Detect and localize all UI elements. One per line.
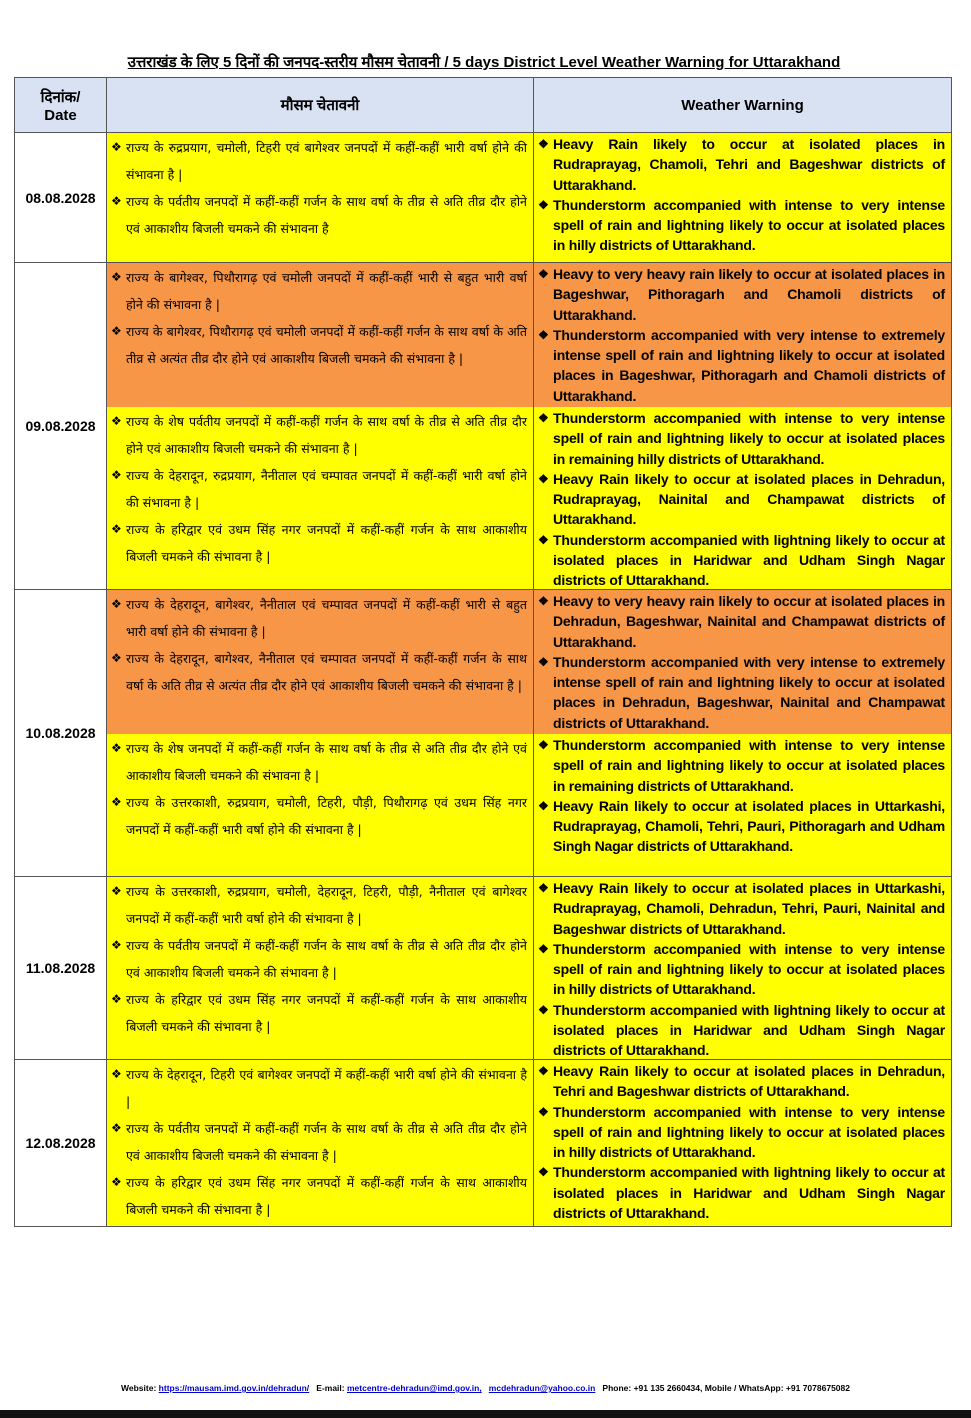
bullet-icon: ❖ (111, 140, 122, 154)
bullet-icon: ❖ (111, 741, 122, 755)
warning-item (111, 134, 527, 188)
row-date: 12.08.2028 (15, 1060, 107, 1227)
yellow-warning-block (534, 407, 951, 590)
bullet-icon: ❖ (111, 938, 122, 952)
orange-warning-block (107, 263, 533, 407)
bullet-icon: ❖ (538, 1002, 549, 1017)
header-date (15, 78, 107, 133)
page-title: उत्तराखंड के लिए 5 दिनों की जनपद-स्तरीय मौसम चेतावनी / 5 days District Level Weather Warning for Uttarakhand (127, 54, 841, 71)
bullet-icon: ❖ (538, 411, 549, 425)
bullet-icon: ❖ (538, 594, 549, 608)
warning-item (111, 188, 527, 242)
bullet-icon: ❖ (538, 798, 549, 813)
warning-item (111, 645, 527, 699)
warning-text: Thunderstorm accompanied with lightning likely to occur at isolated places in Haridwar and Udham Singh Nagar districts of Uttarakhand. (553, 1001, 945, 1059)
warning-text: राज्य के देहरादून, बागेश्वर, नैनीताल एवं चम्पावत जनपदों में कहीं-कहीं गर्जन के साथ वर्षा के अति तीव्र से अत्यंत तीव्र दौर होने एवं आकाशीय बिजली चमकने की संभावना है | (126, 651, 527, 693)
orange-warning-block (534, 590, 951, 734)
warning-text: राज्य के पर्वतीय जनपदों में कहीं-कहीं गर्जन के साथ वर्षा के तीव्र से अति तीव्र दौर होने एवं आकाशीय बिजली चमकने की संभावना है | (126, 938, 527, 980)
bullet-icon: ❖ (111, 468, 122, 482)
warning-item (111, 789, 527, 843)
table-row (15, 1060, 952, 1227)
table-body (15, 133, 952, 1227)
warning-text: राज्य के शेष जनपदों में कहीं-कहीं गर्जन के साथ वर्षा के तीव्र से अति तीव्र दौर होने एवं आकाशीय बिजली चमकने की संभावना है | (126, 741, 527, 783)
warning-text: Heavy Rain likely to occur at isolated places in Rudraprayag, Chamoli, Tehri and Bageshwar districts of Uttarakhand. (553, 136, 945, 193)
row-date: 10.08.2028 (15, 590, 107, 877)
warning-item (538, 195, 945, 256)
bottom-bar (0, 1410, 971, 1418)
footer-email-link-1[interactable]: metcentre-dehradun@imd.gov.in, (346, 1383, 482, 1393)
table-row (15, 590, 952, 877)
english-warning-cell (534, 877, 952, 1060)
warning-text: राज्य के देहरादून, बागेश्वर, नैनीताल एवं चम्पावत जनपदों में कहीं-कहीं भारी से बहुत भारी वर्षा होने की संभावना है | (126, 597, 527, 639)
table-row (15, 263, 952, 590)
english-warning-cell (534, 133, 952, 263)
warning-item (538, 469, 945, 530)
warning-text: राज्य के पर्वतीय जनपदों में कहीं-कहीं गर्जन के साथ वर्षा के तीव्र से अति तीव्र दौर होने एवं आकाशीय बिजली चमकने की संभावना है (126, 194, 527, 236)
footer-website-link[interactable]: https://mausam.imd.gov.in/dehradun/ (158, 1383, 310, 1393)
warning-text: Heavy Rain likely to occur at isolated places in Uttarkashi, Rudraprayag, Chamoli, Dehradun, Tehri, Pauri, Nainital and Bageshwar districts of Uttarakhand. (553, 880, 945, 937)
bullet-icon: ❖ (111, 651, 122, 665)
header-english-warning: Weather Warning (534, 78, 952, 133)
footer-website-label: Website: (121, 1383, 157, 1393)
warning-item (538, 939, 945, 1000)
warning-item (538, 1102, 945, 1163)
bullet-icon: ❖ (111, 884, 122, 898)
warning-item (538, 408, 945, 469)
warning-table (14, 77, 952, 1227)
warning-text: Thunderstorm accompanied with lightning likely to occur at isolated places in Haridwar and Udham Singh Nagar districts of Uttarakhand. (553, 531, 945, 589)
row-date: 11.08.2028 (15, 877, 107, 1060)
bullet-icon: ❖ (111, 1067, 122, 1081)
warning-text: Heavy Rain likely to occur at isolated places in Dehradun, Rudraprayag, Nainital and Champawat districts of Uttarakhand. (553, 470, 945, 528)
warning-item (111, 878, 527, 932)
yellow-warning-block (107, 407, 533, 589)
table-header-row (15, 78, 952, 133)
bullet-icon: ❖ (111, 795, 122, 809)
warning-text: Heavy to very heavy rain likely to occur at isolated places in Bageshwar, Pithoragarh and Chamoli districts of Uttarakhand. (553, 266, 945, 323)
bullet-icon: ❖ (111, 522, 122, 536)
warning-item (111, 264, 527, 318)
bullet-icon: ❖ (111, 1121, 122, 1135)
bullet-icon: ❖ (538, 267, 549, 281)
yellow-warning-block (107, 734, 533, 876)
header-date-english: Date (44, 106, 77, 124)
english-warning-cell (534, 590, 952, 877)
yellow-warning-block (107, 1060, 533, 1226)
english-warning-cell (534, 1060, 952, 1227)
bullet-icon: ❖ (538, 137, 549, 151)
warning-text: राज्य के शेष पर्वतीय जनपदों में कहीं-कहीं गर्जन के साथ वर्षा के तीव्र से अति तीव्र दौर होने एवं आकाशीय बिजली चमकने की संभावना है | (126, 414, 527, 456)
bullet-icon: ❖ (538, 941, 549, 956)
hindi-warning-cell (107, 877, 534, 1060)
table-row (15, 877, 952, 1060)
footer-email-label: E-mail: (316, 1383, 345, 1393)
bullet-icon: ❖ (111, 414, 122, 428)
warning-text: Thunderstorm accompanied with very intense to extremely intense spell of rain and lightning likely to occur at isolated places in Dehradun, Bageshwar, Nainital and Champawat districts of Uttarakhand. (553, 653, 945, 731)
bullet-icon: ❖ (538, 1064, 549, 1078)
bullet-icon: ❖ (111, 992, 122, 1006)
warning-item (538, 530, 945, 590)
row-date: 08.08.2028 (15, 133, 107, 263)
warning-item (538, 878, 945, 939)
warning-item (538, 796, 945, 857)
bullet-icon: ❖ (111, 270, 122, 284)
bullet-icon: ❖ (538, 881, 549, 895)
warning-text: राज्य के देहरादून, टिहरी एवं बागेश्वर जनपदों में कहीं-कहीं भारी वर्षा होने की संभावना है | (126, 1067, 527, 1109)
warning-text: Thunderstorm accompanied with very intense to extremely intense spell of rain and lightning likely to occur at isolated places in Bageshwar, Pithoragarh and Chamoli districts of Uttarakhand. (553, 326, 945, 404)
warning-item (111, 932, 527, 986)
bullet-icon: ❖ (538, 1165, 549, 1180)
yellow-warning-block (534, 1060, 951, 1226)
warning-text: Thunderstorm accompanied with intense to very intense spell of rain and lightning likely to occur at isolated places in hilly districts of Uttarakhand. (553, 1103, 945, 1161)
warning-item (538, 652, 945, 733)
warning-item (111, 591, 527, 645)
warning-text: राज्य के उत्तरकाशी, रुद्रप्रयाग, चमोली, देहरादून, टिहरी, पौड़ी, नैनीताल एवं बागेश्वर जनपदों में कहीं-कहीं भारी वर्षा होने की संभावना है | (126, 884, 527, 926)
warning-item (111, 1115, 527, 1169)
yellow-warning-block (534, 133, 951, 262)
bullet-icon: ❖ (111, 1175, 122, 1189)
table-row (15, 133, 952, 263)
warning-text: Thunderstorm accompanied with intense to very intense spell of rain and lightning likely to occur at isolated places in remaining districts of Uttarakhand. (553, 737, 945, 794)
warning-text: Heavy Rain likely to occur at isolated places in Dehradun, Tehri and Bageshwar districts of Uttarakhand. (553, 1063, 945, 1100)
footer (0, 1383, 971, 1393)
yellow-warning-block (534, 734, 951, 876)
warning-item (538, 1061, 945, 1102)
yellow-warning-block (107, 133, 533, 262)
warning-text: Heavy to very heavy rain likely to occur at isolated places in Dehradun, Bageshwar, Nainital and Champawat districts of Uttarakhand. (553, 593, 945, 650)
bullet-icon: ❖ (111, 194, 122, 208)
warning-item (111, 1061, 527, 1115)
warning-item (538, 325, 945, 406)
yellow-warning-block (534, 877, 951, 1060)
warning-item (538, 591, 945, 652)
header-hindi-warning: मौसम चेतावनी (107, 78, 534, 133)
warning-text: राज्य के बागेश्वर, पिथौरागढ़ एवं चमोली जनपदों में कहीं-कहीं गर्जन के साथ वर्षा के अति तीव्र से अत्यंत तीव्र दौर होने एवं आकाशीय बिजली चमकने की संभावना है | (126, 324, 527, 366)
hindi-warning-cell (107, 1060, 534, 1227)
bullet-icon: ❖ (538, 197, 549, 212)
english-warning-cell (534, 263, 952, 590)
bullet-icon: ❖ (111, 597, 122, 611)
footer-email-link-2[interactable]: mcdehradun@yahoo.co.in (488, 1383, 596, 1393)
warning-text: Thunderstorm accompanied with intense to very intense spell of rain and lightning likely to occur at isolated places in hilly districts of Uttarakhand. (553, 940, 945, 998)
bullet-icon: ❖ (538, 532, 549, 547)
warning-text: Thunderstorm accompanied with intense to very intense spell of rain and lightning likely to occur at isolated places in hilly districts of Uttarakhand. (553, 196, 945, 254)
orange-warning-block (534, 263, 951, 407)
warning-text: राज्य के पर्वतीय जनपदों में कहीं-कहीं गर्जन के साथ वर्षा के तीव्र से अति तीव्र दौर होने एवं आकाशीय बिजली चमकने की संभावना है | (126, 1121, 527, 1163)
warning-item (538, 134, 945, 195)
hindi-warning-cell (107, 263, 534, 590)
warning-item (111, 318, 527, 372)
bullet-icon: ❖ (538, 327, 549, 342)
bullet-icon: ❖ (538, 1104, 549, 1119)
warning-item (111, 462, 527, 516)
hindi-warning-cell (107, 590, 534, 877)
warning-item (538, 1000, 945, 1060)
bullet-icon: ❖ (538, 471, 549, 486)
yellow-warning-block (107, 877, 533, 1059)
warning-text: राज्य के देहरादून, रुद्रप्रयाग, नैनीताल एवं चम्पावत जनपदों में कहीं-कहीं भारी वर्षा होने की संभावना है | (126, 468, 527, 510)
bullet-icon: ❖ (111, 324, 122, 338)
warning-text: राज्य के उत्तरकाशी, रुद्रप्रयाग, चमोली, टिहरी, पौड़ी, पिथौरागढ़ एवं उधम सिंह नगर जनपदों में कहीं-कहीं भारी वर्षा होने की संभावना है | (126, 795, 527, 837)
warning-item (538, 1162, 945, 1223)
warning-item (538, 264, 945, 325)
warning-text: Thunderstorm accompanied with lightning likely to occur at isolated places in Haridwar and Udham Singh Nagar districts of Uttarakhand. (553, 1164, 945, 1222)
warning-text: राज्य के रुद्रप्रयाग, चमोली, टिहरी एवं बागेश्वर जनपदों में कहीं-कहीं भारी वर्षा होने की संभावना है | (126, 140, 527, 182)
orange-warning-block (107, 590, 533, 734)
warning-text: राज्य के हरिद्वार एवं उधम सिंह नगर जनपदों में कहीं-कहीं गर्जन के साथ आकाशीय बिजली चमकने की संभावना है | (126, 1175, 527, 1217)
warning-item (111, 1169, 527, 1223)
bullet-icon: ❖ (538, 654, 549, 669)
warning-item (111, 986, 527, 1040)
row-date: 09.08.2028 (15, 263, 107, 590)
warning-item (111, 408, 527, 462)
warning-text: राज्य के हरिद्वार एवं उधम सिंह नगर जनपदों में कहीं-कहीं गर्जन के साथ आकाशीय बिजली चमकने की संभावना है | (126, 992, 527, 1034)
warning-text: राज्य के बागेश्वर, पिथौरागढ़ एवं चमोली जनपदों में कहीं-कहीं भारी से बहुत भारी वर्षा होने की संभावना है | (126, 270, 527, 312)
warning-item (538, 735, 945, 796)
warning-item (111, 735, 527, 789)
bullet-icon: ❖ (538, 738, 549, 752)
header-date-hindi: दिनांक/ (40, 88, 81, 106)
warning-text: राज्य के हरिद्वार एवं उधम सिंह नगर जनपदों में कहीं-कहीं गर्जन के साथ आकाशीय बिजली चमकने की संभावना है | (126, 522, 527, 564)
footer-phone: Phone: +91 135 2660434, Mobile / WhatsApp: +91 7078675082 (602, 1383, 850, 1393)
hindi-warning-cell (107, 133, 534, 263)
warning-text: Thunderstorm accompanied with intense to very intense spell of rain and lightning likely to occur at isolated places in remaining hilly districts of Uttarakhand. (553, 410, 945, 467)
warning-text: Heavy Rain likely to occur at isolated places in Uttarkashi, Rudraprayag, Chamoli, Tehri, Pauri, Pithoragarh and Udham Singh Nagar districts of Uttarakhand. (553, 797, 945, 855)
warning-item (111, 516, 527, 570)
